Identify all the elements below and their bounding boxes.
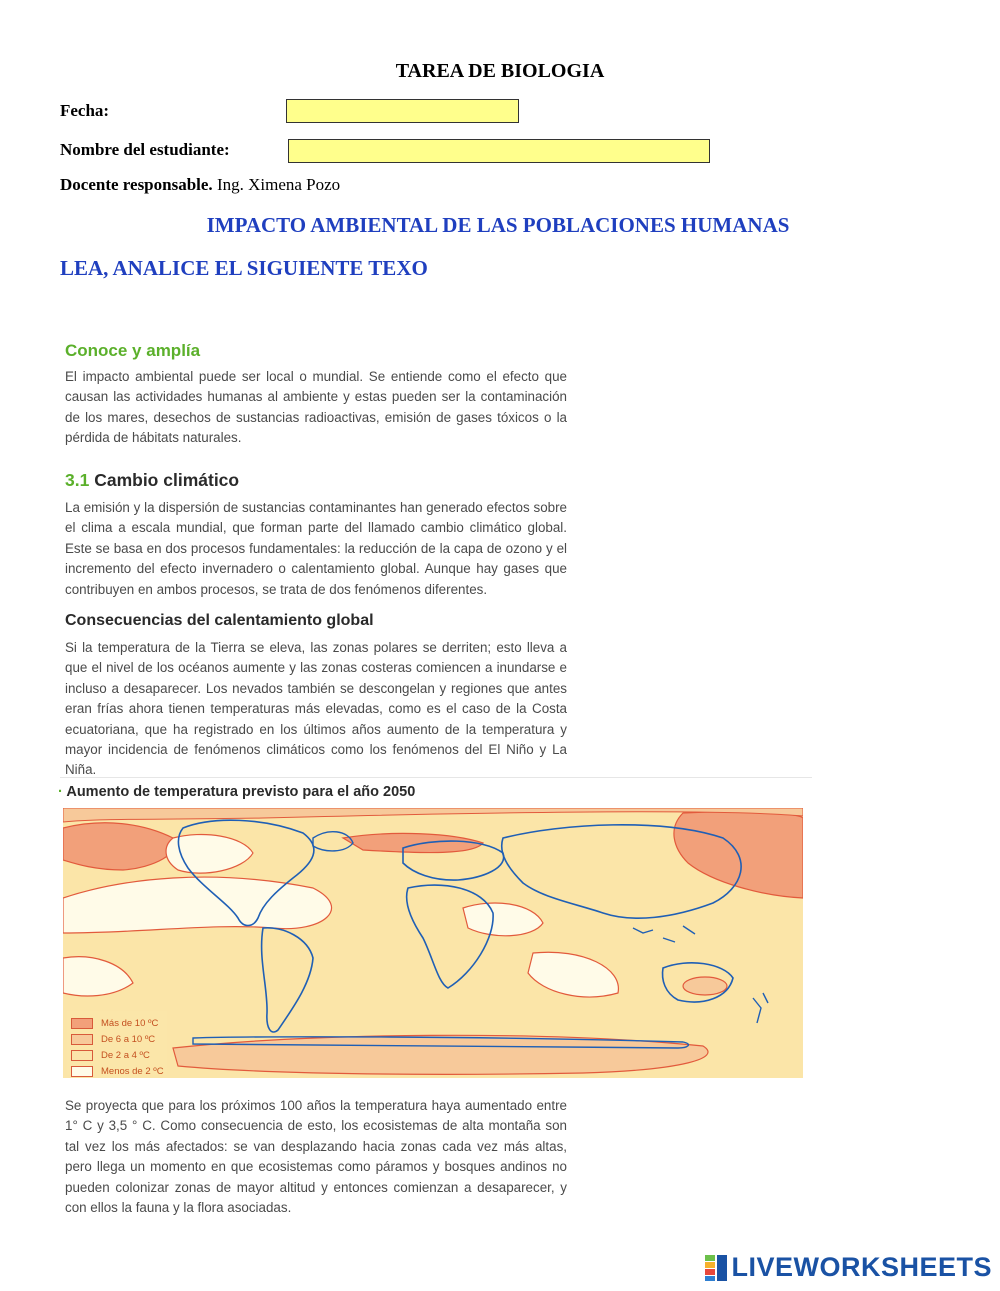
section-number: 3.1: [65, 470, 90, 490]
teacher-label: Docente responsable.: [60, 175, 213, 194]
section-cambio-title: [65, 470, 239, 491]
date-label: Fecha:: [60, 101, 110, 120]
map-legend: [71, 1015, 164, 1079]
projection-text: Se proyecta que para los próximos 100 años la temperatura haya aumentado entre 1° C y 3,5 ° C. Como consecuencia de esto, los ecosistemas de alta montaña son tal vez los más afectados: se van desplazando hacia zonas cada vez más altas, pero llega un momento en que ecosistemas como páramos y bosques andinos no pueden colonizar zonas de mayor altitud y entonces comienzan a desaparecer, y con ellos la fauna y la flora asociadas.: [65, 1098, 567, 1216]
legend-item: [71, 1063, 164, 1079]
legend-label: De 2 a 4 ºC: [101, 1049, 150, 1061]
warm-zone-australia: [683, 977, 727, 995]
legend-label: Más de 10 ºC: [101, 1017, 159, 1029]
legend-label: De 6 a 10 ºC: [101, 1033, 156, 1045]
legend-item: [71, 1015, 164, 1031]
divider: [60, 777, 812, 778]
instruction-heading: LEA, ANALICE EL SIGUIENTE TEXO: [60, 256, 428, 280]
teacher-line: [60, 175, 340, 195]
section-consecuencias-text: Si la temperatura de la Tierra se eleva, las zonas polares se derriten; esto lleva a que el nivel de los océanos aumente y las zonas costeras comiencen a inundarse e incluso a desaparecer. Los nevados también se descongelan y regiones que antes eran frías ahora tienen temperaturas más elevadas, como es el caso de la Costa ecuatoriana, que ha registrado en los últimos años aumento de la temperatura y mayor incidencia de fenómenos climáticos como los fenómenos del El Niño y La Niña.: [65, 640, 567, 778]
liveworksheets-logo-icon: [705, 1255, 727, 1281]
teacher-name: Ing. Ximena Pozo: [216, 175, 341, 194]
map-title-text: Aumento de temperatura previsto para el año 2050: [66, 784, 416, 800]
world-temperature-map: [63, 808, 803, 1078]
date-input[interactable]: [286, 99, 519, 123]
student-name-input[interactable]: [288, 139, 710, 163]
section-conoce-text: El impacto ambiental puede ser local o mundial. Se entiende como el efecto que causan las actividades humanas al ambiente y estas pueden ser la contaminación de los mares, desechos de sustancias radioactivas, emisión de gases tóxicos o la pérdida de hábitats naturales.: [65, 369, 567, 446]
student-name-label: Nombre del estudiante:: [60, 140, 230, 159]
section-cambio-text: La emisión y la dispersión de sustancias contaminantes han generado efectos sobre el clima a escala mundial, que forman parte del llamado cambio climático global. Este se basa en dos procesos fundamentales: la reducción de la capa de ozono y el incremento del efecto invernadero o calentamiento global. Aunque hay gases que contribuyen en ambos procesos, se trata de dos fenómenos diferentes.: [65, 500, 567, 597]
legend-item: [71, 1047, 164, 1063]
liveworksheets-logo: [705, 1252, 992, 1283]
section-consecuencias-title: Consecuencias del calentamiento global: [65, 612, 374, 629]
legend-swatch: [71, 1018, 93, 1029]
worksheet-title: TAREA DE BIOLOGIA: [395, 60, 605, 82]
legend-label: Menos de 2 ºC: [101, 1065, 164, 1077]
legend-swatch: [71, 1066, 93, 1077]
liveworksheets-logo-text: LIVEWORKSHEETS: [731, 1252, 992, 1282]
section-conoce-title: Conoce y amplía: [65, 341, 201, 360]
legend-swatch: [71, 1034, 93, 1045]
world-map-svg: [63, 808, 803, 1078]
main-heading: IMPACTO AMBIENTAL DE LAS POBLACIONES HUMANAS: [206, 213, 790, 237]
legend-swatch: [71, 1050, 93, 1061]
legend-item: [71, 1031, 164, 1047]
map-title: · Aumento de temperatura previsto para el año 2050: [58, 784, 416, 800]
section-cambio-label: Cambio climático: [94, 470, 240, 490]
